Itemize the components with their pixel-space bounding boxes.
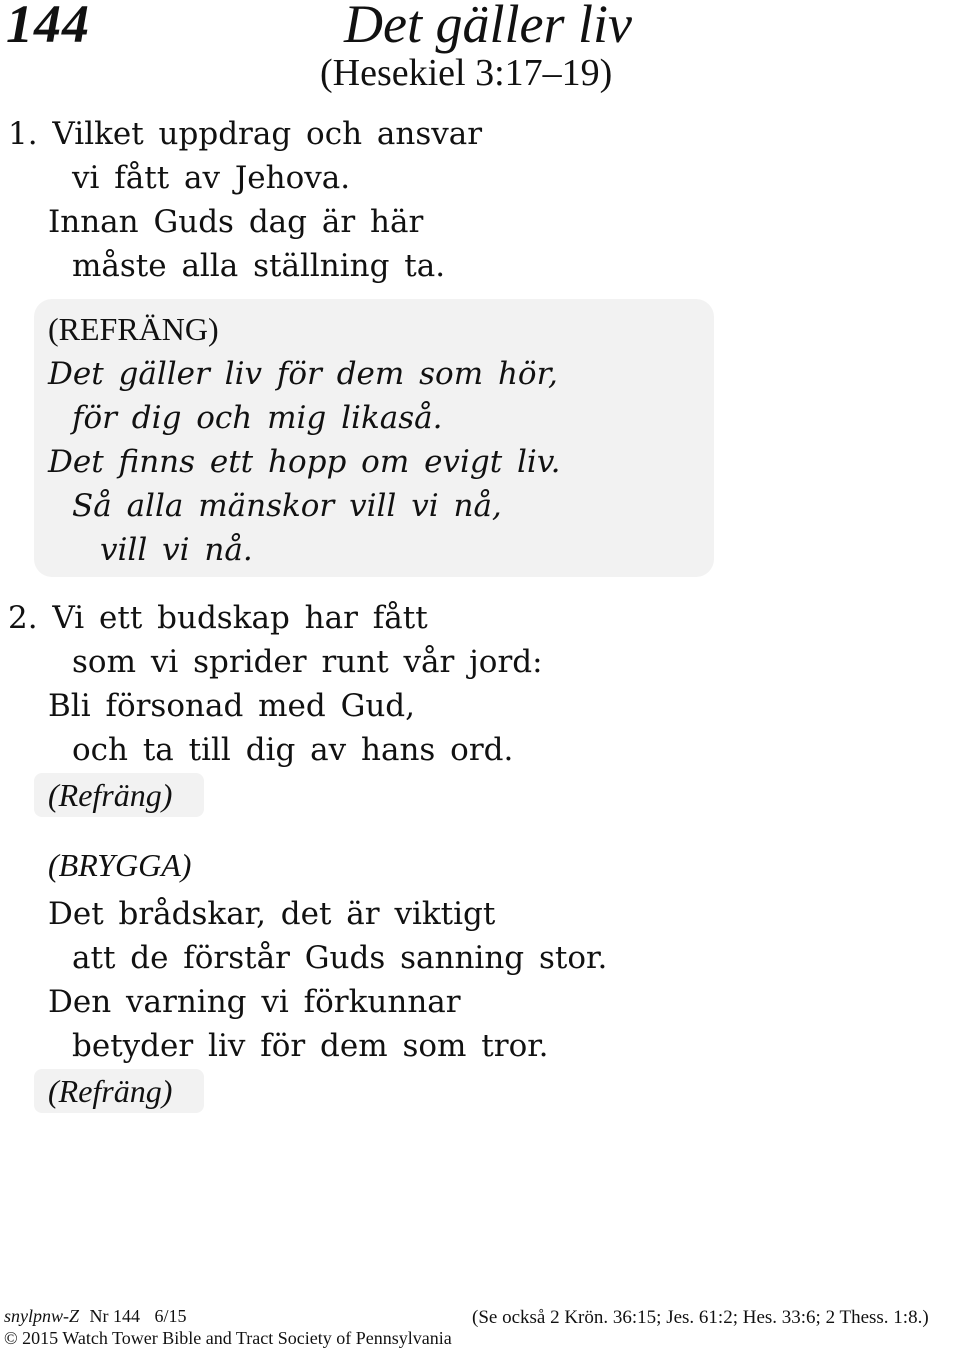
verse1-line-4: måste alla ställning ta.: [72, 248, 446, 284]
chorus-line-1: Det gäller liv för dem som hör,: [48, 356, 558, 392]
chorus-label: (REFRÄNG): [48, 311, 219, 347]
bridge-line-4: betyder liv för dem som tror.: [72, 1028, 549, 1064]
footer-copyright: © 2015 Watch Tower Bible and Tract Society of Pennsylvania: [4, 1328, 452, 1348]
footer-publication-line: [4, 1305, 187, 1327]
chorus-line-5: vill vi nå.: [100, 532, 253, 568]
verse1-line-1: 1. Vilket uppdrag och ansvar: [8, 116, 483, 152]
bridge-line-1: Det brådskar, det är viktigt: [48, 896, 496, 932]
footer-edition: 6/15: [154, 1306, 187, 1326]
verse1-line-2: vi fått av Jehova.: [72, 160, 351, 196]
song-title: Det gäller liv: [344, 0, 632, 54]
bridge-line-3: Den varning vi förkunnar: [48, 984, 461, 1020]
song-number: 144: [6, 0, 90, 54]
bridge-refrain: (Refräng): [48, 1073, 173, 1109]
verse1-line-3: Innan Guds dag är här: [48, 204, 424, 240]
bridge-label: (BRYGGA): [48, 847, 192, 883]
verse2-refrain: (Refräng): [48, 777, 173, 813]
bridge-line-2: att de förstår Guds sanning stor.: [72, 940, 608, 976]
verse2-line-1: 2. Vi ett budskap har fått: [8, 600, 428, 636]
chorus-line-2: för dig och mig likaså.: [72, 400, 443, 436]
verse2-line-4: och ta till dig av hans ord.: [72, 732, 514, 768]
verse2-line-2: som vi sprider runt vår jord:: [72, 644, 543, 680]
footer-see-also: (Se också 2 Krön. 36:15; Jes. 61:2; Hes. 33:6; 2 Thess. 1:8.): [472, 1307, 929, 1328]
chorus-line-3: Det finns ett hopp om evigt liv.: [48, 444, 561, 480]
footer-number: Nr 144: [89, 1306, 141, 1326]
footer-code: snylpnw-Z: [4, 1306, 80, 1326]
verse2-line-3: Bli försonad med Gud,: [48, 688, 416, 724]
chorus-line-4: Så alla mänskor vill vi nå,: [72, 488, 502, 524]
scripture-reference: (Hesekiel 3:17–19): [320, 52, 613, 94]
